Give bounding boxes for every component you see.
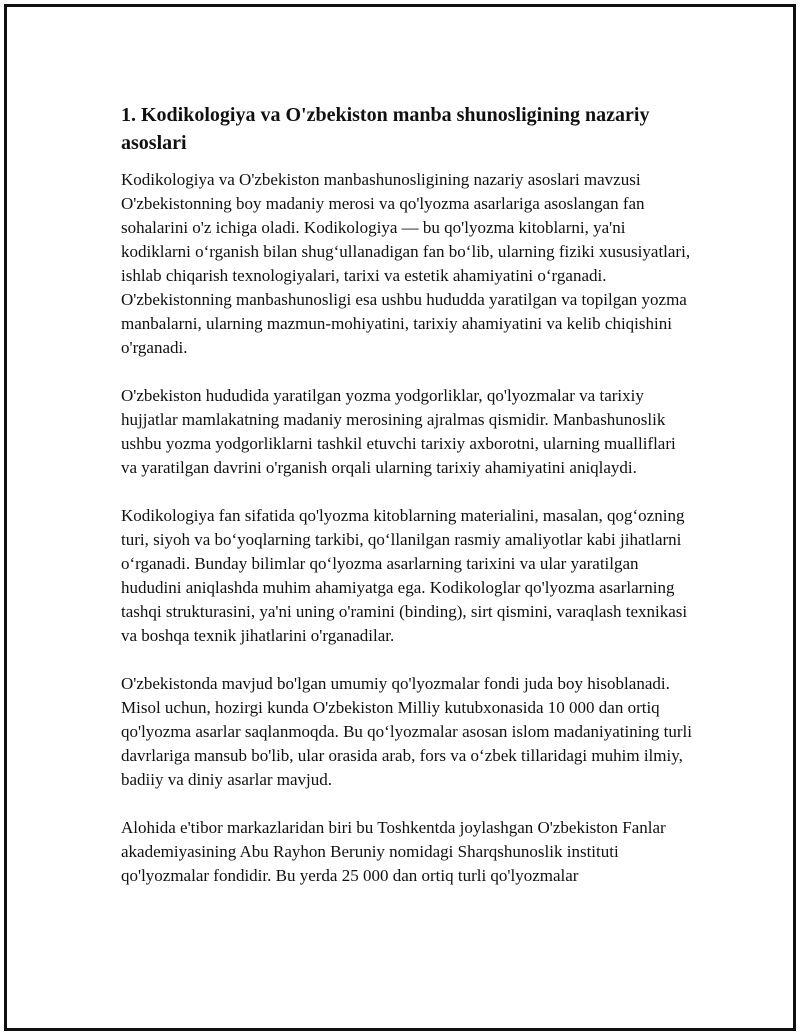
paragraph: O'zbekistonda mavjud bo'lgan umumiy qo'lyozmalar fondi juda boy hisoblanadi. Misol uchun, hozirgi kunda O'zbekiston Milliy kutubxonasida 10 000 dan ortiq qo'lyozma asarlar saqlanmoqda. Bu qo‘lyozmalar asosan islom madaniyatining turli davrlariga mansub bo'lib, ular orasida arab, fors va o‘zbek tillaridagi muhim ilmiy, badiiy va diniy asarlar mavjud. xyxy=(121,674,693,789)
document-body xyxy=(121,101,695,912)
document-page xyxy=(4,4,796,1031)
paragraph: Alohida e'tibor markazlaridan biri bu Toshkentda joylashgan O'zbekiston Fanlar akademiyasining Abu Rayhon Beruniy nomidagi Sharqshunoslik instituti qo'lyozmalar fondidir. Bu yerda 25 000 dan ortiq turli qo'lyozmalar xyxy=(121,818,666,885)
section-heading: 1. Kodikologiya va O'zbekiston manba shunosligining nazariy asoslari xyxy=(121,104,650,154)
paragraph: Kodikologiya va O'zbekiston manbashunosligining nazariy asoslari mavzusi O'zbekistonning boy madaniy merosi va qo'lyozma asarlariga asoslangan fan sohalarini o'z ichiga oladi. Kodikologiya — bu qo'lyozma kitoblarni, ya'ni kodiklarni o‘rganish bilan shug‘ullanadigan fan bo‘lib, ularning fiziki xususiyatlari, ishlab chiqarish texnologiyalari, tarixi va estetik ahamiyatini o‘rganadi. O'zbekistonning manbashunosligi esa ushbu hududda yaratilgan va topilgan yozma manbalarni, ularning mazmun-mohiyatini, tarixiy ahamiyatini va kelib chiqishini o'rganadi. xyxy=(121,170,691,357)
paragraph: Kodikologiya fan sifatida qo'lyozma kitoblarning materialini, masalan, qog‘ozning turi, siyoh va bo‘yoqlarning tarkibi, qo‘llanilgan rasmiy amaliyotlar kabi jihatlarni o‘rganadi. Bunday bilimlar qo‘lyozma asarlarning tarixini va ular yaratilgan hududini aniqlashda muhim ahamiyatga ega. Kodikologlar qo'lyozma asarlarning tashqi strukturasini, ya'ni uning o'ramini (binding), sirt qismini, varaqlash texnikasi va boshqa texnik jihatlarini o'rganadilar. xyxy=(121,506,688,645)
paragraph: O'zbekiston hududida yaratilgan yozma yodgorliklar, qo'lyozmalar va tarixiy hujjatlar mamlakatning madaniy merosining ajralmas qismidir. Manbashunoslik ushbu yozma yodgorliklarni tashkil etuvchi tarixiy axborotni, ularning mualliflari va yaratilgan davrini o'rganish orqali ularning tarixiy ahamiyatini aniqlaydi. xyxy=(121,386,676,477)
